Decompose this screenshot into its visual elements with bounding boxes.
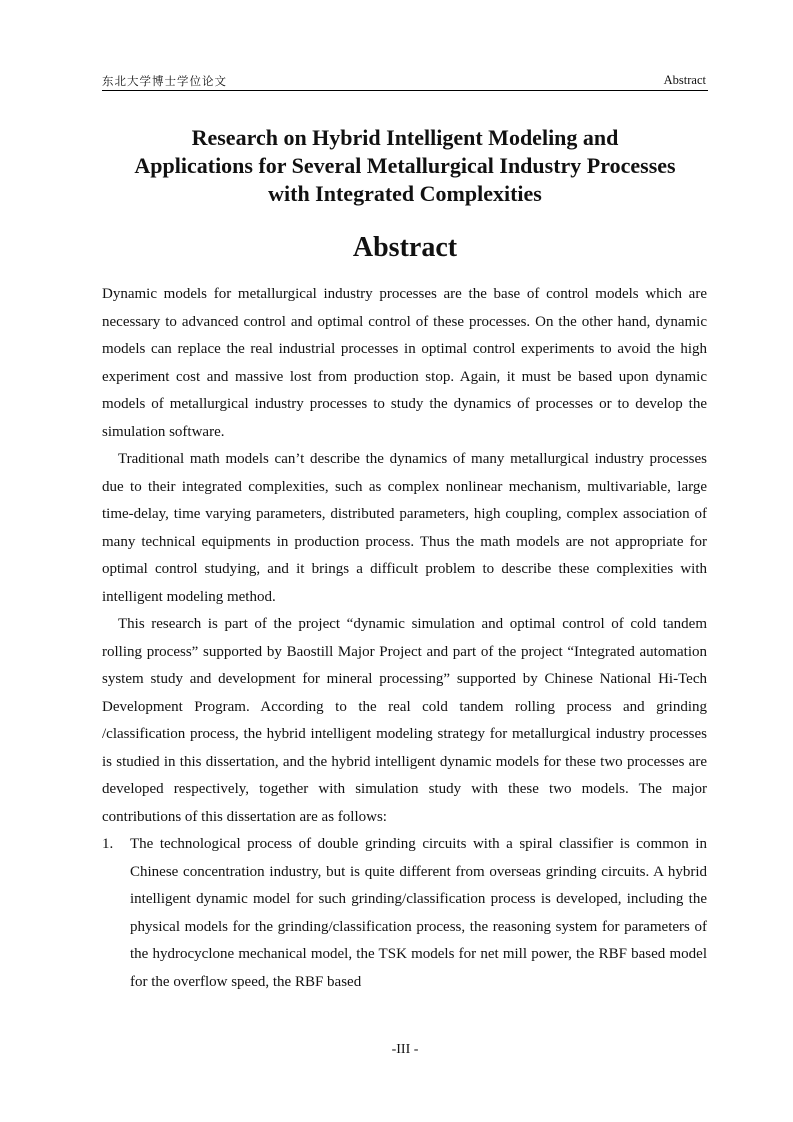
list-item: [102, 831, 707, 996]
title-line: with Integrated Complexities: [268, 181, 542, 206]
title-line: Research on Hybrid Intelligent Modeling and: [191, 125, 619, 150]
abstract-body: [102, 281, 707, 996]
list-item-text: The technological process of double grinding circuits with a spiral classifier is common in Chinese concentration industry, but is quite different from overseas grinding circuits. A hybrid intelligent dynamic model for such grinding/classification process is developed, including the physical models for the grinding/classification process, the reasoning system for parameters of the hydrocyclone mechanical model, the TSK models for net mill power, the RBF based model for the overflow speed, the RBF based: [130, 836, 707, 990]
page-number: -III -: [391, 1042, 419, 1057]
header-section-title: Abstract: [663, 73, 706, 87]
abstract-heading: Abstract: [352, 232, 458, 263]
paragraph: Dynamic models for metallurgical industry processes are the base of control models which are necessary to advanced control and optimal control of these processes. On the other hand, dynamic models can replace the real industrial processes in optimal control experiments to avoid the high experiment cost and massive lost from production stop. Again, it must be based upon dynamic models of metallurgical industry processes to study the dynamics of processes or to develop the simulation software.: [102, 286, 707, 440]
running-header: [102, 72, 708, 91]
paragraph: Traditional math models can’t describe the dynamics of many metallurgical industry processes due to their integrated complexities, such as complex nonlinear mechanism, multivariable, large time-delay, time varying parameters, distributed parameters, high coupling, complex association of many technical equipments in production process. Thus the math models are not appropriate for optimal control studying, and it brings a difficult problem to describe these complexities with intelligent modeling method.: [102, 451, 707, 605]
header-university-title: 东北大学博士学位论文: [102, 74, 227, 88]
thesis-title: [90, 124, 720, 208]
paragraph: This research is part of the project “dynamic simulation and optimal control of cold tandem rolling process” supported by Baostill Major Project and part of the project “Integrated automation system study and development for mineral processing” supported by Chinese National Hi-Tech Development Program. According to the real cold tandem rolling process and grinding /classification process, the hybrid intelligent modeling strategy for metallurgical industry processes is studied in this dissertation, and the hybrid intelligent dynamic models for these two processes are developed respectively, together with simulation study with these two models. The major contributions of this dissertation are as follows:: [102, 616, 707, 825]
list-item-number: 1.: [102, 836, 114, 852]
title-line: Applications for Several Metallurgical Industry Processes: [134, 153, 676, 178]
